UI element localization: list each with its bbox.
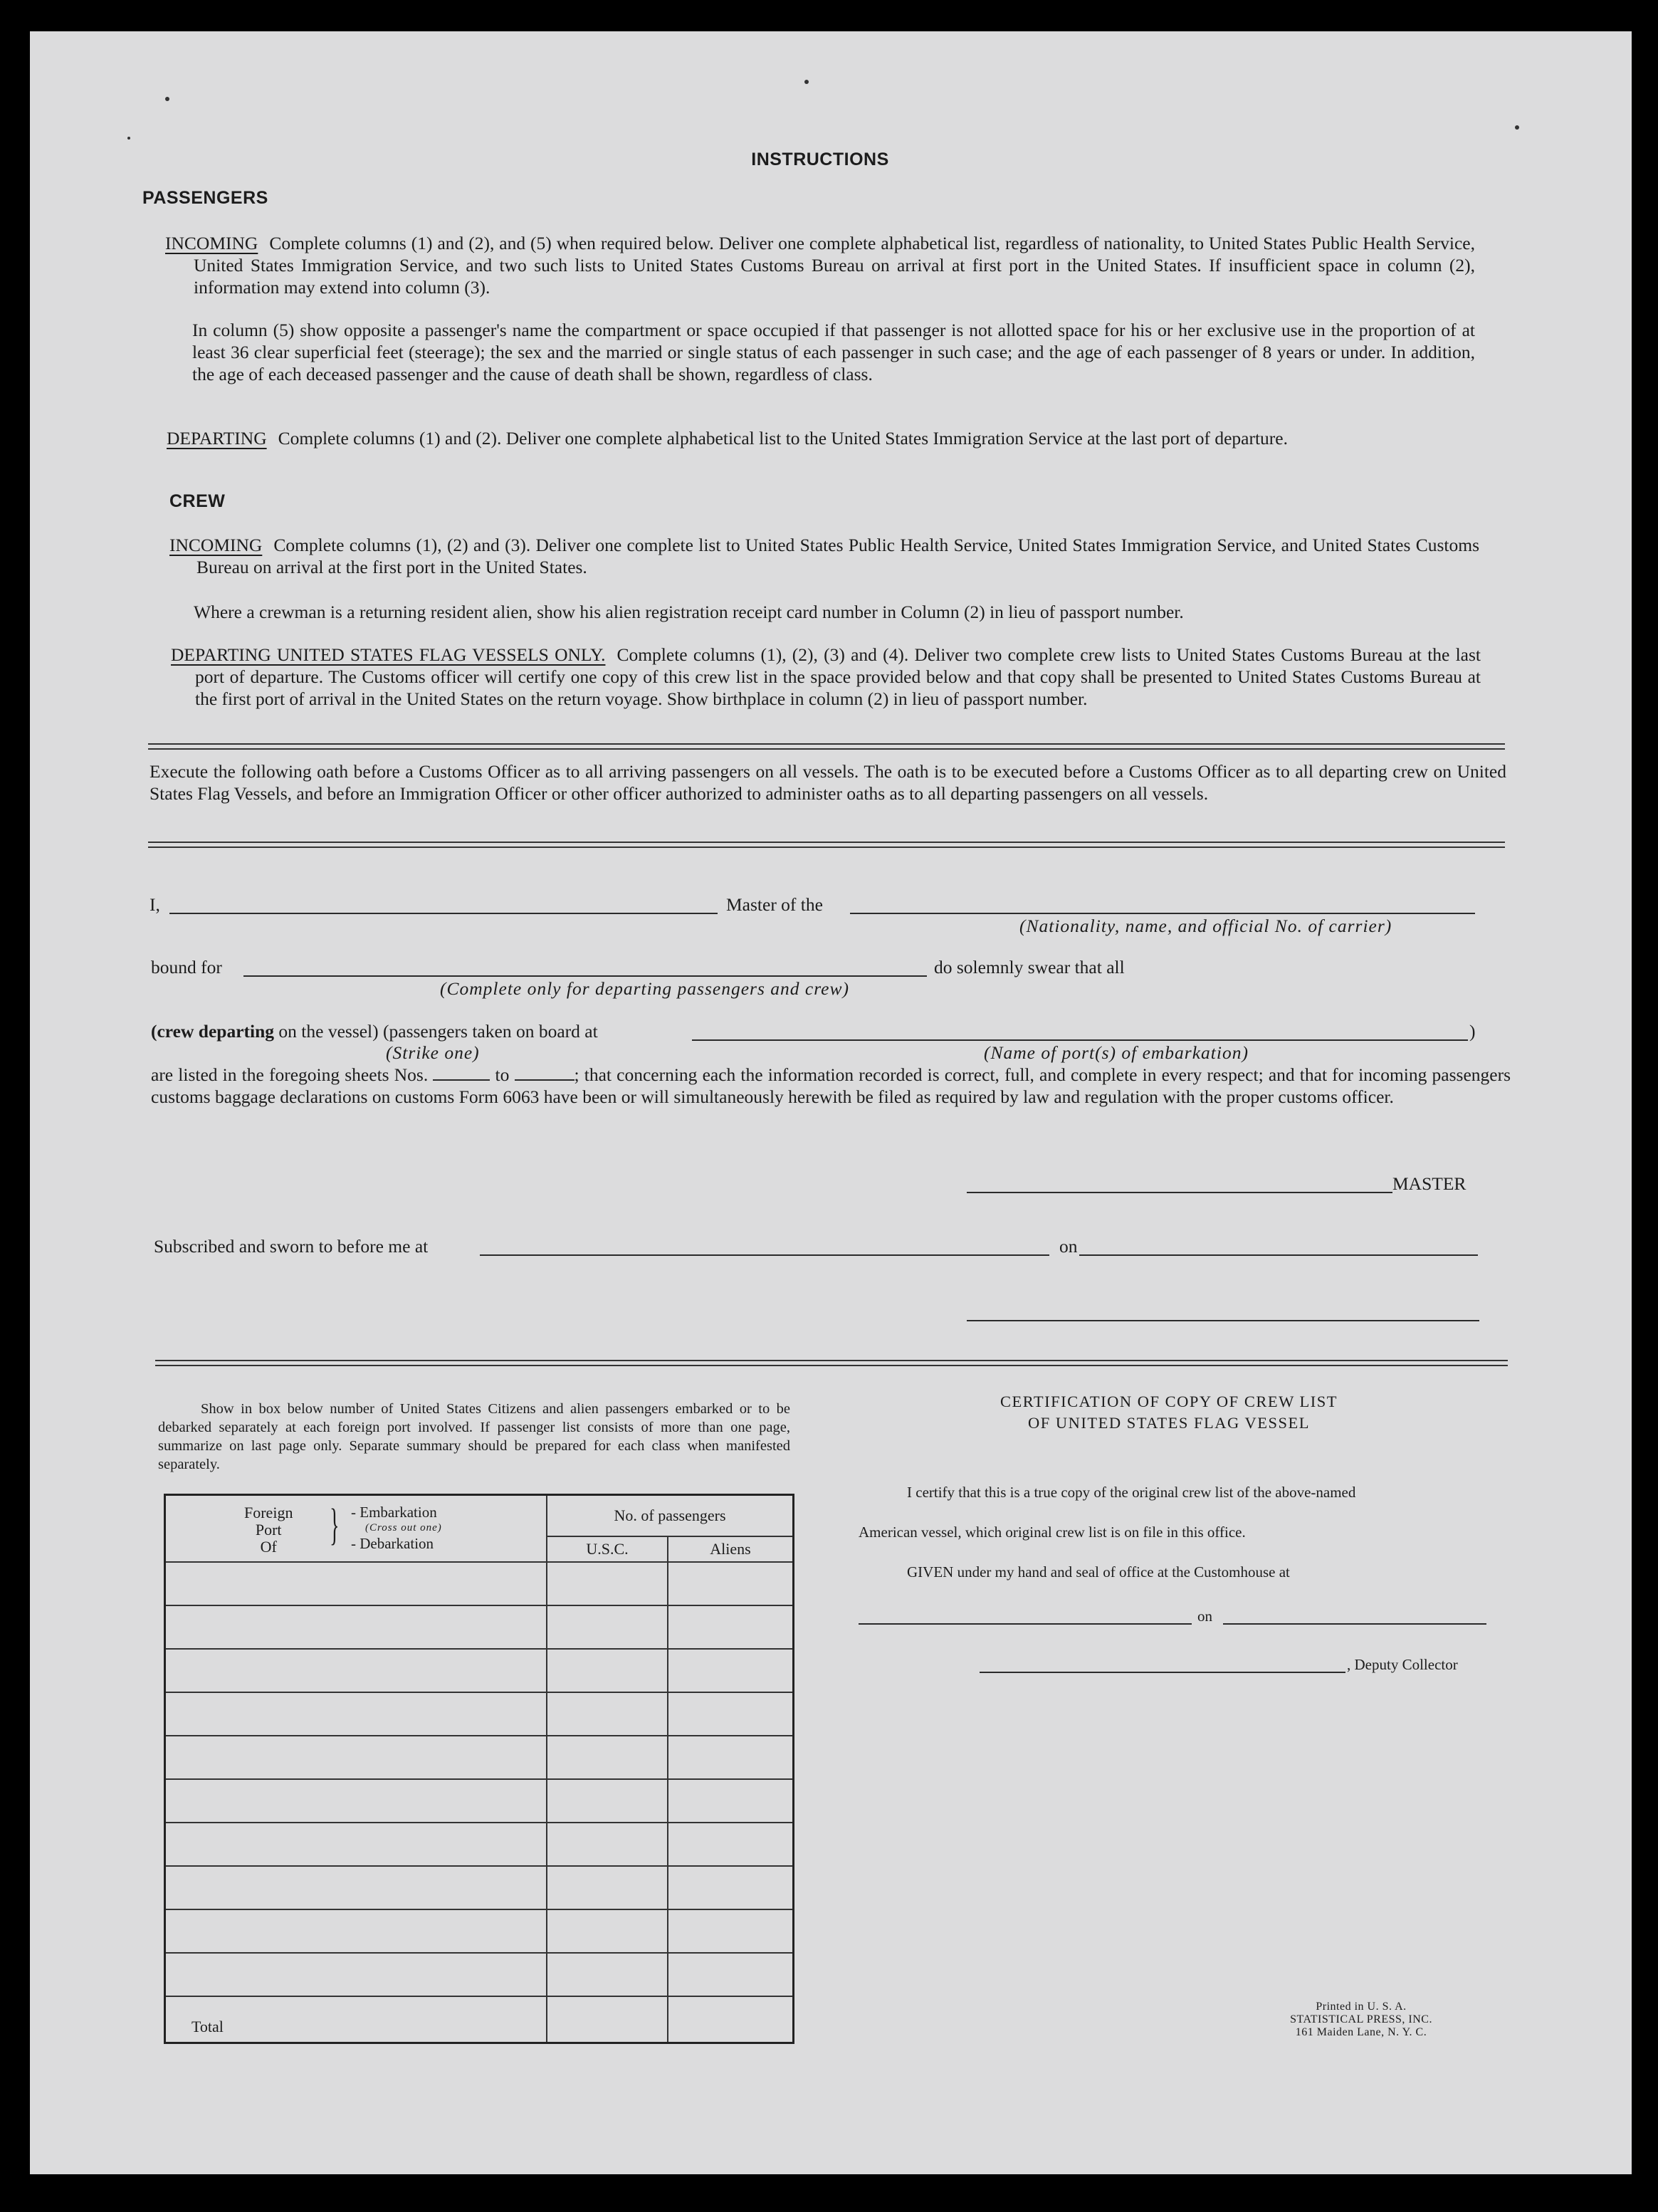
summary-aliens-cell[interactable] (668, 1736, 794, 1779)
summary-aliens-cell[interactable] (668, 1866, 794, 1909)
sheet-from-field[interactable] (433, 1079, 490, 1081)
summary-usc-cell[interactable] (547, 1736, 668, 1779)
foreign-port-header (165, 1495, 547, 1562)
table-row (165, 1953, 794, 1996)
brace: } (330, 1501, 340, 1549)
crew-departing-paragraph (171, 644, 1481, 710)
passengers-incoming-text: Complete columns (1) and (2), and (5) when required below. Deliver one complete alphabetical list, regardless of nationality, to United States Public Health Service, United States Immigration Service, and two such lists to United States Customs Bureau on arrival at first port in the United States. If insufficient space in column (2), information may extend into column (3). (194, 233, 1475, 298)
summary-usc-cell[interactable] (547, 1562, 668, 1605)
summary-port-cell[interactable] (165, 1562, 547, 1605)
summary-port-cell[interactable] (165, 1953, 547, 1996)
strike-choice (151, 1021, 598, 1042)
summary-usc-cell[interactable] (547, 1605, 668, 1649)
summary-port-cell[interactable] (165, 1692, 547, 1736)
embarkation-option[interactable]: - Embarkation (351, 1504, 437, 1521)
port-caption: (Name of port(s) of embarkation) (984, 1042, 1249, 1063)
aliens-header: Aliens (668, 1536, 794, 1562)
summary-aliens-cell[interactable] (668, 1909, 794, 1953)
summary-port-cell[interactable] (165, 1779, 547, 1823)
swear-text: do solemnly swear that all (934, 957, 1125, 977)
total-usc-cell[interactable] (547, 1996, 668, 2043)
summary-instruction: Show in box below number of United States Citizens and alien passengers embarked or to be debarked separately at each foreign port involved. If passenger list consists of more than one page, summarize on last page only. Separate summary should be prepared for each class when manifested separately. (158, 1401, 790, 1472)
table-row (165, 1823, 794, 1866)
of-label: Of (260, 1538, 277, 1556)
sheet-to-field[interactable] (515, 1079, 574, 1081)
customhouse-field[interactable] (859, 1623, 1192, 1625)
bound-caption: (Complete only for departing passengers and crew) (440, 978, 849, 999)
form-page (30, 31, 1632, 2174)
crew-incoming-label: INCOMING (169, 535, 263, 555)
passengers-taken-choice[interactable]: (passengers taken on board at (383, 1021, 598, 1042)
summary-port-cell[interactable] (165, 1866, 547, 1909)
passengers-column5-paragraph: In column (5) show opposite a passenger's name the compartment or space occupied if that passenger is not allotted space for his or her exclusive use in the proportion of at least 36 clear superficial feet (steerage); the sex and the married or single status of each passenger in such case; and the age of each passenger of 8 years or under. In addition, the age of each deceased passenger and the cause of death shall be shown, regardless of class. (192, 320, 1475, 384)
bound-for-label: bound for (151, 957, 222, 977)
divider (155, 1360, 1508, 1366)
crew-departing-text: Complete columns (1), (2), (3) and (4). Deliver two complete crew lists to United States Customs Bureau at the last port of departure. The Customs officer will certify one copy of this crew list in the space provided below and that copy shall be presented to United States Customs Bureau at the first port of arrival in the United States on the return voyage. Show birthplace in column (2) in lieu of passport number. (195, 644, 1481, 709)
subscribed-date-field[interactable] (1079, 1254, 1478, 1256)
summary-aliens-cell[interactable] (668, 1953, 794, 1996)
table-row (165, 1779, 794, 1823)
sheets-paragraph (151, 1064, 1511, 1108)
passenger-summary-table (164, 1494, 794, 2044)
total-label: Total (165, 1996, 547, 2043)
subscribed-label: Subscribed and sworn to before me at (154, 1236, 429, 1257)
embarkation-port-field[interactable] (692, 1039, 1468, 1041)
table-row (165, 1562, 794, 1605)
certify-line2: American vessel, which original crew list is on file in this office. (859, 1524, 1246, 1541)
certify-date-field[interactable] (1223, 1623, 1486, 1625)
deputy-signature-field[interactable] (980, 1672, 1345, 1673)
summary-aliens-cell[interactable] (668, 1562, 794, 1605)
summary-aliens-cell[interactable] (668, 1605, 794, 1649)
speck (804, 80, 809, 84)
master-of-the-label: Master of the (726, 894, 823, 915)
instructions-title: INSTRUCTIONS (751, 150, 889, 169)
speck (165, 97, 169, 101)
summary-usc-cell[interactable] (547, 1909, 668, 1953)
table-row (165, 1909, 794, 1953)
passengers-incoming-paragraph (165, 232, 1475, 298)
carrier-field[interactable] (850, 913, 1475, 914)
summary-usc-cell[interactable] (547, 1692, 668, 1736)
oath-intro: Execute the following oath before a Customs Officer as to all arriving passengers on all vessels. The oath is to be executed before a Customs Officer as to all departing crew on United States Flag Vessels, and before an Immigration Officer or other officer authorized to administer oaths as to all departing passengers on all vessels. (149, 761, 1506, 804)
sheets-to: to (495, 1064, 510, 1085)
bound-for-field[interactable] (243, 975, 927, 977)
speck (1515, 125, 1519, 130)
printer-line3: 161 Maiden Lane, N. Y. C. (1295, 2026, 1427, 2038)
speck (127, 137, 130, 140)
certify-line1: I certify that this is a true copy of the original crew list of the above-named (907, 1484, 1356, 1501)
summary-port-cell[interactable] (165, 1736, 547, 1779)
crew-incoming-text: Complete columns (1), (2) and (3). Deliver one complete list to United States Public Health Service, United States Immigration Service, and United States Customs Bureau on arrival at the first port in the United States. (196, 535, 1479, 577)
table-row (165, 1736, 794, 1779)
sheets-rest: ; that concerning each the information recorded is correct, full, and complete in every respect; and that for incoming passengers customs baggage declarations on customs Form 6063 have been or will simultaneously herewith be filed as required by law and regulation with the proper customs officer. (151, 1064, 1511, 1107)
crew-returning-paragraph: Where a crewman is a returning resident alien, show his alien registration receipt card number in Column (2) in lieu of passport number. (194, 602, 1184, 622)
i-label: I, (149, 894, 160, 915)
printer-line1: Printed in U. S. A. (1316, 2001, 1407, 2013)
divider (148, 842, 1505, 848)
deputy-collector-label: , Deputy Collector (1347, 1656, 1458, 1673)
passengers-departing-paragraph (167, 427, 1476, 449)
port-label: Port (255, 1521, 282, 1539)
summary-aliens-cell[interactable] (668, 1823, 794, 1866)
passengers-departing-text: Complete columns (1) and (2). Deliver one complete alphabetical list to the United States Immigration Service at the last port of departure. (278, 428, 1288, 449)
sheets-prefix: are listed in the foregoing sheets Nos. (151, 1064, 429, 1085)
crew-heading: CREW (169, 491, 226, 511)
summary-usc-cell[interactable] (547, 1823, 668, 1866)
printer-imprint (1240, 2001, 1482, 2039)
table-row (165, 1649, 794, 1692)
total-aliens-cell[interactable] (668, 1996, 794, 2043)
table-row (165, 1866, 794, 1909)
summary-aliens-cell[interactable] (668, 1692, 794, 1736)
divider (148, 743, 1505, 750)
crew-incoming-paragraph (169, 534, 1479, 578)
no-of-passengers-header: No. of passengers (547, 1495, 794, 1536)
summary-port-cell[interactable] (165, 1823, 547, 1866)
cross-out-caption: (Cross out one) (365, 1522, 442, 1534)
summary-aliens-cell[interactable] (668, 1649, 794, 1692)
subscribed-place-field[interactable] (480, 1254, 1049, 1256)
summary-aliens-cell[interactable] (668, 1779, 794, 1823)
summary-usc-cell[interactable] (547, 1649, 668, 1692)
certify-on-label: on (1197, 1608, 1212, 1625)
printer-line2: STATISTICAL PRESS, INC. (1290, 2013, 1432, 2025)
master-name-field[interactable] (169, 913, 718, 914)
master-label: MASTER (1392, 1173, 1467, 1194)
summary-usc-cell[interactable] (547, 1953, 668, 1996)
officer-signature-field[interactable] (967, 1320, 1479, 1321)
crew-departing-choice[interactable]: (crew departing (151, 1021, 275, 1042)
foreign-label: Foreign (244, 1504, 293, 1521)
summary-port-cell[interactable] (165, 1605, 547, 1649)
certification-title (813, 1391, 1525, 1434)
close-paren: ) (1469, 1021, 1476, 1042)
crew-departing-label: DEPARTING UNITED STATES FLAG VESSELS ONLY. (171, 644, 606, 665)
passengers-incoming-label: INCOMING (165, 233, 258, 253)
summary-port-cell[interactable] (165, 1909, 547, 1953)
summary-usc-cell[interactable] (547, 1866, 668, 1909)
subscribed-on-label: on (1059, 1236, 1078, 1257)
certification-title-line2: OF UNITED STATES FLAG VESSEL (1027, 1414, 1311, 1432)
certify-line3: GIVEN under my hand and seal of office at the Customhouse at (907, 1563, 1290, 1581)
passengers-heading: PASSENGERS (142, 188, 268, 208)
table-row (165, 1692, 794, 1736)
strike-caption: (Strike one) (386, 1042, 480, 1063)
debarkation-option[interactable]: - Debarkation (351, 1535, 434, 1552)
summary-usc-cell[interactable] (547, 1779, 668, 1823)
summary-port-cell[interactable] (165, 1649, 547, 1692)
carrier-caption: (Nationality, name, and official No. of carrier) (1019, 916, 1392, 936)
master-signature-field[interactable] (967, 1192, 1392, 1193)
on-the-vessel-text: on the vessel) (278, 1021, 379, 1042)
table-row (165, 1605, 794, 1649)
usc-header: U.S.C. (547, 1536, 668, 1562)
certification-title-line1: CERTIFICATION OF COPY OF CREW LIST (999, 1393, 1338, 1410)
passengers-departing-label: DEPARTING (167, 428, 267, 449)
